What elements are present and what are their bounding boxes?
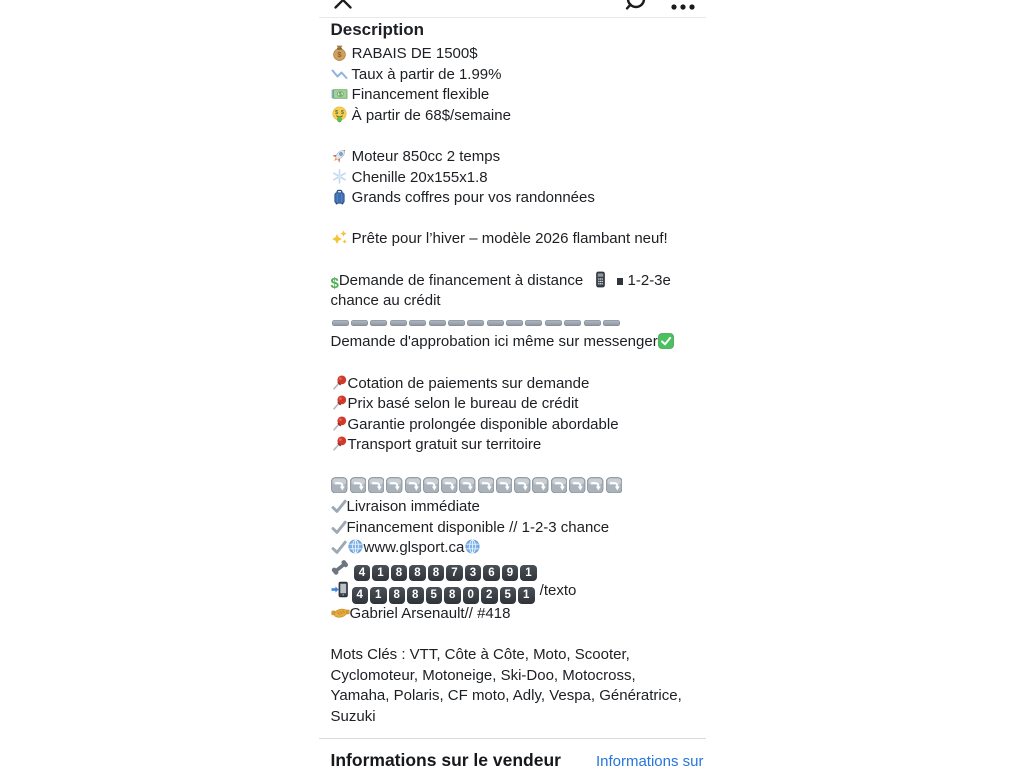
heavy-minus-icon <box>582 320 601 326</box>
description-line <box>331 476 694 497</box>
keycap-digit-icon: 0 <box>463 587 480 604</box>
arrow-curving-down-icon <box>568 477 586 494</box>
description-line: 4 1 8 8 5 8 0 2 5 1 /texto <box>331 581 694 604</box>
description-line: Prix basé selon le bureau de crédit <box>331 394 694 415</box>
keycap-digit-icon: 8 <box>389 587 406 604</box>
heavy-minus-icon <box>408 320 427 326</box>
arrow-curving-down-icon <box>513 477 531 494</box>
pushpin-icon <box>331 394 348 411</box>
pushpin-icon <box>331 415 348 432</box>
heavy-minus-icon <box>389 320 408 326</box>
arrow-curving-down-icon <box>404 477 422 494</box>
heavy-minus-icon <box>427 320 446 326</box>
keycap-digit-icon: 4 <box>352 587 369 604</box>
heavy-minus-icon <box>466 320 485 326</box>
arrow-curving-down-icon <box>367 477 385 494</box>
keycap-digit-icon: 5 <box>500 587 517 604</box>
money-bag-icon <box>331 44 348 61</box>
close-icon[interactable] <box>332 0 354 16</box>
heavy-minus-icon <box>331 320 350 326</box>
keycap-digit-icon: 8 <box>391 565 408 582</box>
chart-decreasing-icon <box>331 65 348 82</box>
blank-line <box>331 250 694 271</box>
arrow-curving-down-icon <box>385 477 403 494</box>
listing-detail-panel <box>319 0 706 768</box>
top-navigation-bar <box>319 0 706 18</box>
globe-icon <box>464 538 481 555</box>
svg-text:$: $ <box>336 50 342 60</box>
pushpin-icon <box>331 374 348 391</box>
heavy-minus-icon <box>369 320 388 326</box>
arrow-curving-down-icon <box>422 477 440 494</box>
keycap-digit-icon: 9 <box>502 565 519 582</box>
blank-line <box>331 624 694 645</box>
blank-line <box>331 456 694 477</box>
keycap-digit-icon: 2 <box>481 587 498 604</box>
svg-text:$: $ <box>340 109 344 116</box>
section-divider <box>319 738 706 739</box>
seller-info-heading: Informations sur le vendeur <box>330 750 561 768</box>
arrow-curving-down-icon <box>349 477 367 494</box>
description-line: Livraison immédiate <box>331 497 694 518</box>
black-small-square-icon <box>617 278 624 285</box>
description-line: $Demande de financement à distance 1-2-3e chance au crédit <box>330 271 676 310</box>
money-mouth-face-icon <box>331 106 348 123</box>
mobile-phone-icon <box>592 271 609 288</box>
description-line: Cotation de paiements sur demande <box>331 374 694 395</box>
arrow-curving-down-icon <box>331 477 349 494</box>
check-mark-button-icon <box>658 333 674 349</box>
keycap-digit-icon: 4 <box>354 565 371 582</box>
description-line: Demande d'approbation ici même sur messenger <box>331 332 694 353</box>
svg-text:$: $ <box>334 109 338 116</box>
arrow-curving-down-icon <box>477 477 495 494</box>
header-divider <box>319 17 706 18</box>
description-line <box>331 312 694 333</box>
seller-info-link[interactable]: Informations sur <box>595 753 704 768</box>
keycap-digit-icon: 1 <box>372 565 389 582</box>
svg-text:$: $ <box>338 92 342 99</box>
description-line: Chenille 20x155x1.8 <box>331 168 694 189</box>
arrow-curving-down-icon <box>532 477 550 494</box>
mobile-phone-arrow-icon <box>331 581 351 598</box>
heavy-minus-icon <box>563 320 582 326</box>
heavy-check-mark-icon <box>331 498 347 514</box>
snowflake-icon <box>331 168 348 185</box>
keycap-digit-icon: 1 <box>370 587 387 604</box>
description-line: Mots Clés : VTT, Côte à Côte, Moto, Scooter, Cyclomoteur, Motoneige, Ski-Doo, Motocross, Yamaha, Polaris, CF moto, Adly, Vespa, Génératrice, Suzuki <box>330 646 686 725</box>
heavy-minus-icon <box>524 320 543 326</box>
heavy-minus-icon <box>544 320 563 326</box>
keycap-digit-icon: 6 <box>483 565 500 582</box>
arrow-curving-down-icon <box>605 477 623 494</box>
keycap-digit-icon: 1 <box>518 587 535 604</box>
dollar-banknote-icon <box>331 85 348 102</box>
keycap-digit-icon: 8 <box>409 565 426 582</box>
blank-line <box>331 126 694 147</box>
rocket-icon <box>331 147 348 164</box>
description-line <box>331 559 694 582</box>
keycap-digit-icon: 8 <box>444 587 461 604</box>
description-line: Garantie prolongée disponible abordable <box>331 415 694 436</box>
heavy-minus-icon <box>486 320 505 326</box>
keycap-digit-icon: 8 <box>428 565 445 582</box>
arrow-curving-down-icon <box>586 477 604 494</box>
globe-icon <box>347 538 364 555</box>
description-line: www.glsport.ca <box>331 538 694 559</box>
description-line: Grands coffres pour vos randonnées <box>331 188 694 209</box>
description-line: Gabriel Arsenault// #418 <box>331 604 694 625</box>
description-body <box>331 44 694 727</box>
description-line: Transport gratuit sur territoire <box>331 435 694 456</box>
keycap-digit-icon: 7 <box>446 565 463 582</box>
heavy-check-mark-icon <box>331 519 347 535</box>
telephone-receiver-icon <box>331 559 349 576</box>
luggage-icon <box>331 188 348 205</box>
heavy-minus-icon <box>602 320 621 326</box>
heavy-minus-icon <box>350 320 369 326</box>
keycap-digit-icon: 8 <box>407 587 424 604</box>
heavy-check-mark-icon <box>331 539 347 555</box>
arrow-curving-down-icon <box>495 477 513 494</box>
handshake-icon <box>331 604 350 621</box>
description-line: Financement disponible // 1-2-3 chance <box>331 518 694 539</box>
description-line: Prête pour l’hiver – modèle 2026 flambant neuf! <box>331 229 694 250</box>
pushpin-icon <box>331 435 348 452</box>
description-line: $ Financement flexible <box>331 85 694 106</box>
keycap-digit-icon: 5 <box>426 587 443 604</box>
keycap-digit-icon: 3 <box>465 565 482 582</box>
heavy-minus-icon <box>447 320 466 326</box>
arrow-curving-down-icon <box>440 477 458 494</box>
description-line: Taux à partir de 1.99% <box>331 65 694 86</box>
sparkles-icon <box>331 229 348 246</box>
blank-line <box>331 209 694 230</box>
description-line: $ $ À partir de 68$/semaine <box>331 106 694 127</box>
description-line: $ RABAIS DE 1500$ <box>331 44 694 65</box>
description-heading: Description <box>330 20 425 39</box>
arrow-curving-down-icon <box>458 477 476 494</box>
description-line: Moteur 850cc 2 temps <box>331 147 694 168</box>
arrow-curving-down-icon <box>550 477 568 494</box>
keycap-digit-icon: 1 <box>520 565 537 582</box>
ellipsis-icon[interactable] <box>671 0 695 16</box>
blank-line <box>331 353 694 374</box>
heavy-minus-icon <box>505 320 524 326</box>
